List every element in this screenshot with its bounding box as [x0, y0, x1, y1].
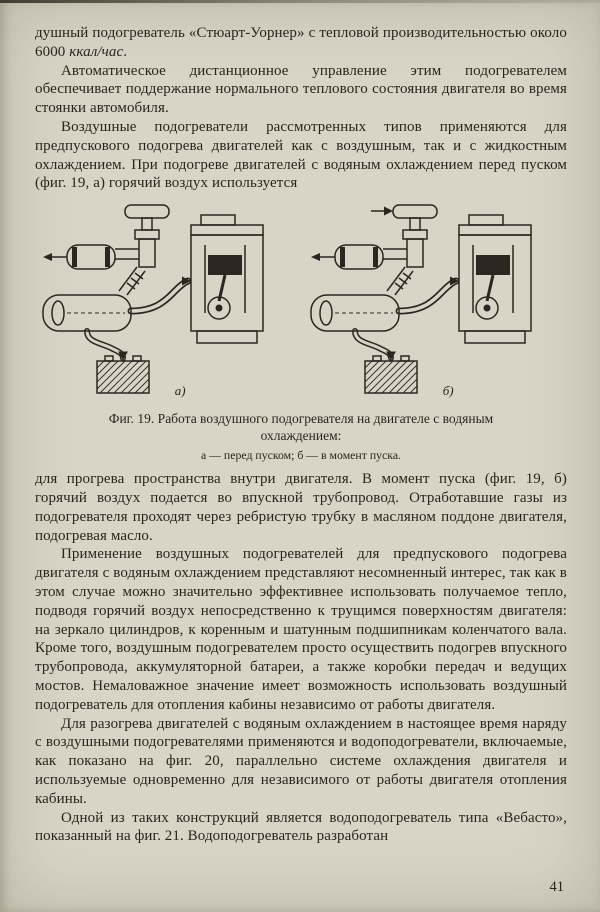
paragraph-remote-control: Автоматическое дистанционное управление этим подогревателем обеспечивает поддержание нормального теплового состояния двигателя во время стоянки автомобиля.: [35, 62, 567, 117]
paragraph-text: душный подогреватель «Стюарт-Уорнер» с тепловой производительностью около 6000: [35, 25, 567, 60]
figure-19-diagram-b: [306, 201, 564, 401]
engine-heater-schematic-b: [306, 201, 564, 401]
paragraph-air-heaters-usage: Воздушные подогреватели рассмотренных типов применяются для предпускового подогрева двигателей как с воздушным, так и с жидкостным охлаждением. При подогреве двигателей с водяным охлаждением перед пуском (фиг. 19, а) горячий воздух используется: [35, 118, 567, 192]
figure-label-a: а): [174, 383, 186, 399]
paragraph-water-heaters: Для разогрева двигателей с водяным охлаждением в настоящее время наряду с воздушными подогревателями применяются и водоподогреватели, включаемые, как показано на фиг. 20, параллельно системе охлаждения двигателя и используемые одновременно для независимого от работы двигателя отопления кабины.: [35, 715, 567, 807]
paragraph-start-moment: для прогрева пространства внутри двигателя. В момент пуска (фиг. 19, б) горячий воздух подается во впускной трубопровод. Отработавшие газы из подогревателя проходят через ребристую трубку в масляном поддоне двигателя, подогревая масло.: [35, 471, 567, 544]
figure-19-diagram-a: [38, 201, 296, 401]
figure-19: [35, 201, 567, 463]
page-content: [35, 24, 567, 846]
figure-19-diagrams: [35, 201, 567, 401]
figure-caption-block: [35, 410, 567, 463]
paragraph-text: .: [123, 43, 128, 60]
engine-heater-schematic-a: [38, 201, 296, 401]
scan-edge-artifact: [0, 0, 600, 3]
figure-caption-legend: а — перед пуском; б — в момент пуска.: [200, 448, 402, 463]
paragraph-advantages: Применение воздушных подогревателей для предпускового подогрева двигателя с водяным охлаждением представляют несомненный интерес, так как в этом случае можно значительно эффективнее использовать получаемое тепло, подводя горячий воздух непосредственно к трущимся поверхностям двигателя: на зеркало цилиндров, к коренным и шатунным подшипникам коленчатого вала. Кроме того, воздушным подогревателем просто осуществить подогрев впускного трубопровода, аккумуляторной батареи, а также коробки передач и ведущих мостов. Немаловажное значение имеет возможность использовать воздушный подогреватель для отопления кабины независимо от работы двигателя.: [35, 546, 567, 713]
paragraph-heater-output: [35, 24, 567, 62]
page-number: 41: [549, 879, 564, 895]
figure-label-b: б): [442, 383, 454, 399]
figure-caption: Фиг. 19. Работа воздушного подогревателя на двигателе с водяным охлаждением:: [108, 411, 494, 444]
paragraph-webasto: Одной из таких конструкций является водоподогреватель типа «Вебасто», показанный на фиг. 21. Водоподогреватель разработан: [35, 809, 567, 845]
italic-unit-kcal-per-hour: ккал/час: [69, 43, 124, 60]
